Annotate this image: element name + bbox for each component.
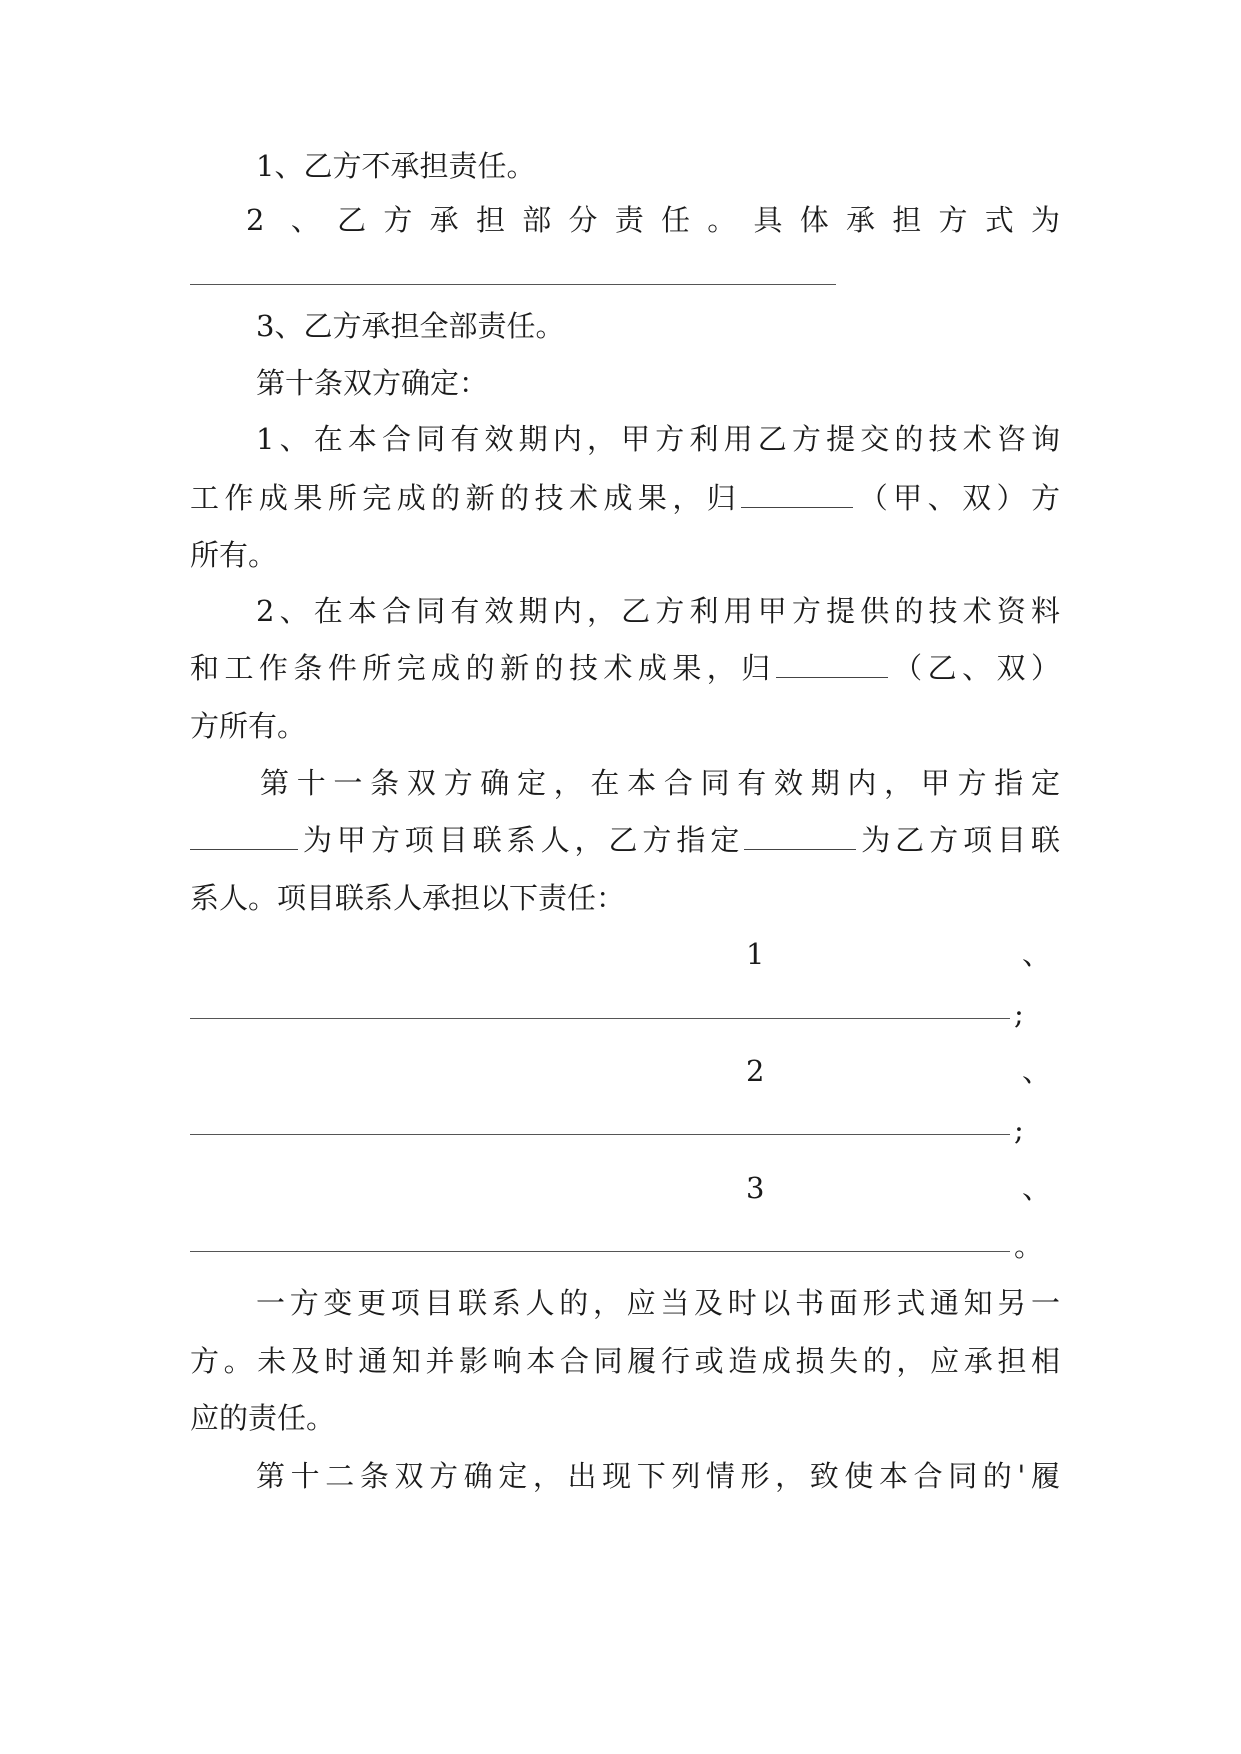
para-text: （乙、双）	[887, 651, 1060, 685]
semicolon: ;	[1014, 997, 1024, 1031]
para-text: 为乙方项目联	[856, 823, 1060, 857]
article-10-para1-line1: 1、在本合同有效期内，甲方利用乙方提交的技术咨询	[256, 422, 1060, 456]
fill-in-blank	[744, 819, 856, 850]
article-11-line1: 第十一条双方确定，在本合同有效期内，甲方指定	[260, 766, 1060, 800]
contact-change-line3: 应的责任。	[190, 1401, 336, 1435]
fill-in-blank-line	[190, 1018, 1010, 1019]
contact-change-line2: 方。未及时通知并影响本合同履行或造成损失的，应承担相	[190, 1344, 1060, 1378]
enumeration-mark: 、	[1022, 937, 1052, 971]
clause-item-3: 3、乙方承担全部责任。	[256, 309, 565, 343]
enumeration-mark: 、	[1022, 1171, 1052, 1205]
semicolon: ;	[1014, 1113, 1024, 1147]
article-11-line2	[190, 818, 1060, 862]
contact-change-line1: 一方变更项目联系人的，应当及时以书面形式通知另一	[256, 1286, 1060, 1320]
end-period: 。	[1014, 1229, 1044, 1263]
fill-in-blank-line	[190, 1251, 1010, 1252]
article-10-para2-line2	[190, 646, 1060, 690]
clause-item-1: 1、乙方不承担责任。	[256, 149, 536, 183]
fill-in-blank	[190, 819, 298, 850]
responsibility-number-3: 3	[746, 1171, 765, 1205]
clause-item-2: 2 、乙方承担部分责任。具体承担方式为	[246, 203, 1060, 237]
fill-in-blank-line	[190, 284, 836, 285]
article-10-heading: 第十条双方确定：	[256, 366, 489, 400]
fill-in-blank	[741, 477, 853, 508]
fill-in-blank-line	[190, 1134, 1010, 1135]
para-text: 为甲方项目联系人，乙方指定	[298, 823, 745, 857]
para-text: （甲、双）方	[853, 481, 1060, 515]
article-11-line3: 系人。项目联系人承担以下责任：	[190, 881, 626, 915]
article-12-line1: 第十二条双方确定，出现下列情形，致使本合同的'履	[256, 1459, 1060, 1493]
para-text: 和工作条件所完成的新的技术成果，归	[190, 651, 776, 685]
article-10-para1-line3: 所有。	[190, 538, 278, 572]
para-text: 工作成果所完成的新的技术成果，归	[190, 481, 742, 515]
enumeration-mark: 、	[1022, 1054, 1052, 1088]
article-10-para2-line1: 2、在本合同有效期内，乙方利用甲方提供的技术资料	[256, 594, 1060, 628]
article-10-para2-line3: 方所有。	[190, 709, 307, 743]
responsibility-number-1: 1	[746, 937, 765, 971]
fill-in-blank	[776, 647, 888, 678]
article-10-para1-line2	[190, 476, 1060, 520]
responsibility-number-2: 2	[746, 1054, 765, 1088]
